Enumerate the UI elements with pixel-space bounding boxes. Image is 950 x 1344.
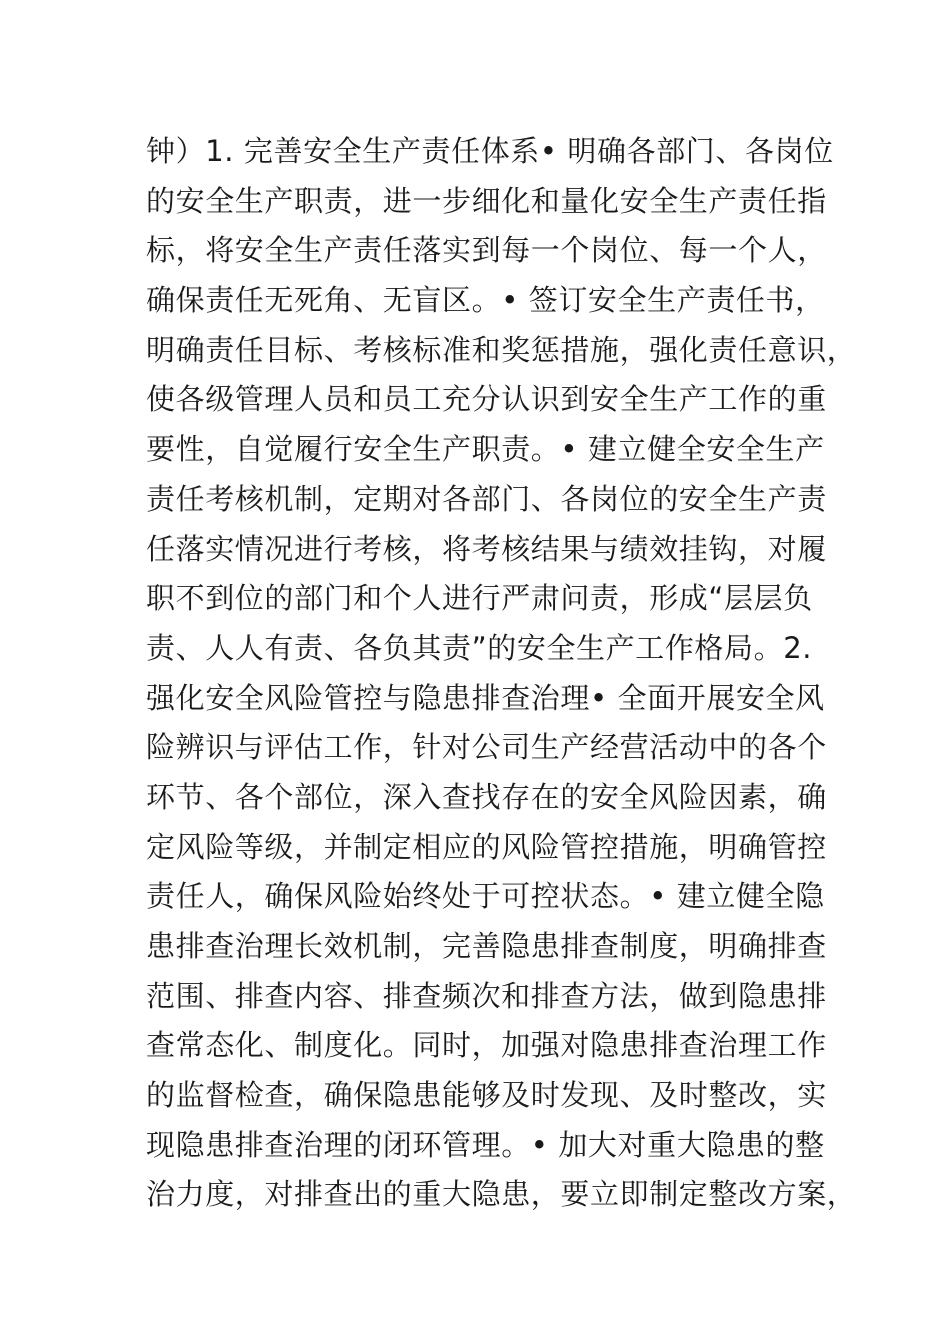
text-line: 职不到位的部门和个人进行严肃问责，形成“层层负: [146, 581, 813, 616]
text-line: 患排查治理长效机制，完善隐患排查制度，明确排查: [146, 929, 827, 963]
body-text: [146, 127, 857, 1220]
text-line: 使各级管理人员和员工充分认识到安全生产工作的重: [146, 382, 827, 417]
text-line: 要性，自觉履行安全生产职责。• 建立健全安全生产: [146, 432, 825, 467]
text-line: 范围、排查内容、排查频次和排查方法，做到隐患排: [146, 978, 827, 1013]
text-line: 查常态化、制度化。同时，加强对隐患排查治理工作: [146, 1028, 827, 1063]
text-line: 确保责任无死角、无盲区。• 签订安全生产责任书，: [146, 283, 825, 318]
text-line: 标，将安全生产责任落实到每一个岗位、每一个人，: [146, 233, 827, 268]
text-line: 的安全生产职责，进一步细化和量化安全生产责任指: [146, 183, 827, 218]
text-line: 钟）1. 完善安全生产责任体系• 明确各部门、各岗位: [146, 134, 834, 168]
text-line: 责任考核机制，定期对各部门、各岗位的安全生产责: [146, 481, 827, 516]
text-line: 明确责任目标、考核标准和奖惩措施，强化责任意识，: [146, 332, 857, 367]
text-line: 责、人人有责、各负其责”的安全生产工作格局。2.: [146, 630, 813, 665]
text-line: 责任人，确保风险始终处于可控状态。• 建立健全隐: [146, 879, 825, 914]
text-line: 环节、各个部位，深入查找存在的安全风险因素，确: [146, 779, 827, 814]
text-line: 强化安全风险管控与隐患排查治理• 全面开展安全风: [146, 680, 825, 715]
text-line: 定风险等级，并制定相应的风险管控措施，明确管控: [146, 829, 827, 864]
text-line: 的监督检查，确保隐患能够及时发现、及时整改，实: [146, 1078, 827, 1113]
text-line: 任落实情况进行考核，将考核结果与绩效挂钩，对履: [146, 531, 827, 566]
text-line: 现隐患排查治理的闭环管理。• 加大对重大隐患的整: [146, 1127, 825, 1162]
text-line: 治力度，对排查出的重大隐患，要立即制定整改方案，: [146, 1177, 857, 1212]
text-line: 险辨识与评估工作，针对公司生产经营活动中的各个: [146, 730, 827, 765]
